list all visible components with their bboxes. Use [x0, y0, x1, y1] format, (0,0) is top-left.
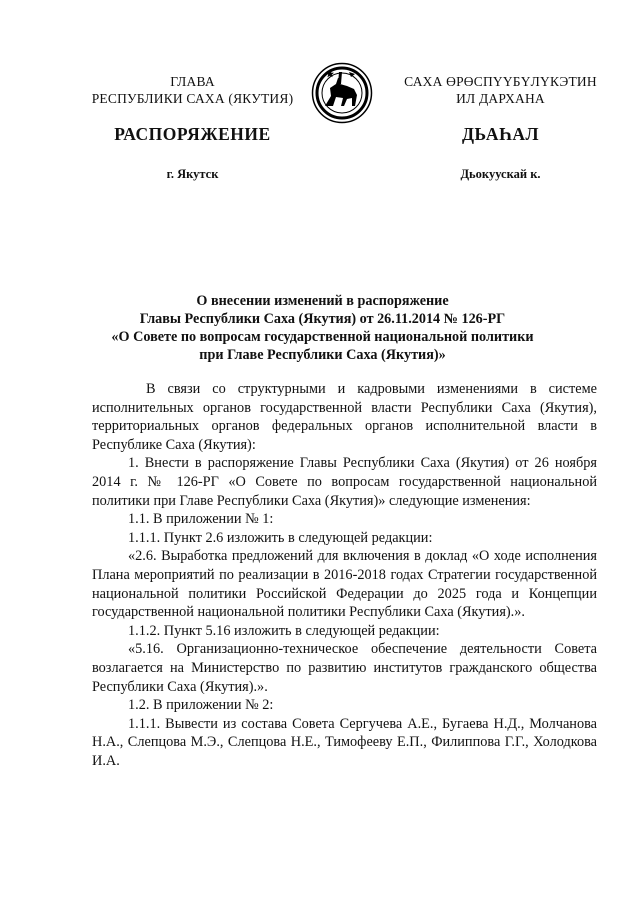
- issuer-ru-line2: РЕСПУБЛИКИ САХА (ЯКУТИЯ): [91, 91, 294, 106]
- document-title: [90, 292, 555, 364]
- title-line-1: О внесении изменений в распоряжение: [196, 293, 449, 309]
- city-ru: г. Якутск: [166, 167, 219, 181]
- clause-1-2-1: 1.1.1. Вывести из состава Совета Сергучева А.Е., Бугаева Н.Д., Молчанова Н.А., Слепцова М.Э., Слепцова Н.Е., Тимофееву Е.П., Филиппова Г.Г., Холодкова И.А.: [92, 715, 597, 769]
- issuer-ru: [80, 73, 305, 107]
- city-sakha: Дьокуускай к.: [460, 167, 541, 181]
- clause-5-16-text: «5.16. Организационно-техническое обеспечение деятельности Совета возлагается на Министерство по развитию институтов гражданского общества Республики Саха (Якутия).».: [92, 641, 597, 695]
- issuer-sakha: [388, 73, 613, 107]
- clause-1-1-1: 1.1.1. Пункт 2.6 изложить в следующей редакции:: [128, 529, 433, 546]
- clause-1-1: 1.1. В приложении № 1:: [128, 511, 274, 528]
- clause-1: 1. Внести в распоряжение Главы Республики Саха (Якутия) от 26 ноября 2014 г. № 126-РГ «О Совете по вопросам государственной национальной политики при Главе Республики Саха (Якутия)» следующие изменения:: [92, 455, 597, 509]
- title-line-3: «О Совете по вопросам государственной национальной политики: [111, 329, 534, 345]
- title-line-2: Главы Республики Саха (Якутия) от 26.11.2014 № 126-РГ: [139, 311, 506, 327]
- clause-1-1-2: 1.1.2. Пункт 5.16 изложить в следующей редакции:: [128, 622, 440, 639]
- issuer-ru-line1: ГЛАВА: [170, 74, 215, 89]
- document-body: [92, 380, 597, 770]
- clause-2-6-text: «2.6. Выработка предложений для включения в доклад «О ходе исполнения Плана мероприятий по реализации в 2016-2018 годах Стратегии государственной национальной политики Российской Федерации до 2025 года и Концепции государственной национальной политики Республики Саха (Якутия).».: [92, 548, 597, 621]
- coat-of-arms-emblem: [311, 62, 373, 124]
- issuer-sakha-line2: ИЛ ДАРХАНА: [456, 91, 545, 106]
- issuer-sakha-line1: САХА ӨРӨСПҮҮБҮЛҮКЭТИН: [404, 74, 597, 89]
- clause-1-2: 1.2. В приложении № 2:: [128, 697, 274, 714]
- title-line-4: при Главе Республики Саха (Якутия)»: [199, 347, 446, 363]
- doc-type-sakha: ДЬАҺАЛ: [461, 124, 540, 144]
- preamble-paragraph: В связи со структурными и кадровыми изменениями в системе исполнительных органов государственной власти Республики Саха (Якутия), территориальных органов федеральных органов исполнительной власти в Республике Саха (Якутия):: [92, 381, 597, 453]
- doc-type-ru: РАСПОРЯЖЕНИЕ: [114, 124, 271, 144]
